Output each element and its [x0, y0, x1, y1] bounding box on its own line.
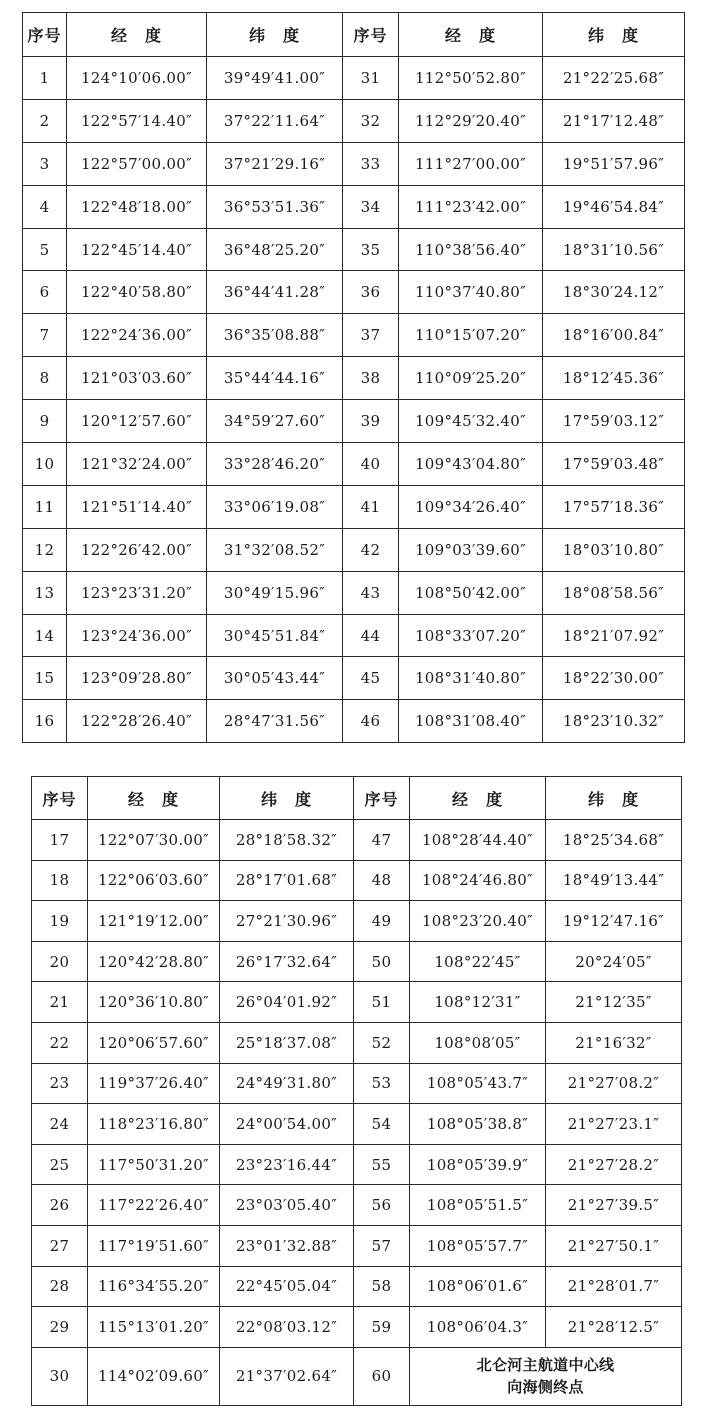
latitude-cell: 19°12′47.16″ [546, 901, 682, 942]
point-index: 6 [23, 271, 67, 314]
table-row [32, 941, 682, 982]
header-index: 序号 [354, 777, 410, 820]
latitude-cell: 18°03′10.80″ [543, 528, 685, 571]
table-row [32, 820, 682, 861]
table-header-row [32, 777, 682, 820]
latitude-cell: 36°53′51.36″ [207, 185, 343, 228]
point-index: 31 [343, 57, 399, 100]
point-index: 9 [23, 400, 67, 443]
point-index: 4 [23, 185, 67, 228]
point-index: 14 [23, 614, 67, 657]
longitude-cell: 117°22′26.40″ [88, 1185, 220, 1226]
point-index: 52 [354, 1022, 410, 1063]
point-index: 39 [343, 400, 399, 443]
latitude-cell: 21°27′39.5″ [546, 1185, 682, 1226]
latitude-cell: 36°35′08.88″ [207, 314, 343, 357]
point-index: 28 [32, 1266, 88, 1307]
longitude-cell: 122°26′42.00″ [67, 528, 207, 571]
point-index: 41 [343, 485, 399, 528]
longitude-cell: 108°24′46.80″ [410, 860, 546, 901]
table-row [32, 901, 682, 942]
point-index: 36 [343, 271, 399, 314]
longitude-cell: 111°27′00.00″ [399, 142, 543, 185]
point-index: 8 [23, 357, 67, 400]
longitude-cell: 110°09′25.20″ [399, 357, 543, 400]
point-index: 46 [343, 700, 399, 743]
longitude-cell: 115°13′01.20″ [88, 1307, 220, 1348]
point-index: 25 [32, 1144, 88, 1185]
point-index: 12 [23, 528, 67, 571]
header-latitude: 纬 度 [220, 777, 354, 820]
longitude-cell: 109°34′26.40″ [399, 485, 543, 528]
header-latitude: 纬 度 [543, 13, 685, 57]
point-index: 59 [354, 1307, 410, 1348]
longitude-cell: 120°12′57.60″ [67, 400, 207, 443]
longitude-cell: 108°28′44.40″ [410, 820, 546, 861]
point-index: 10 [23, 443, 67, 486]
longitude-cell: 117°50′31.20″ [88, 1144, 220, 1185]
longitude-cell: 109°03′39.60″ [399, 528, 543, 571]
longitude-cell: 122°40′58.80″ [67, 271, 207, 314]
latitude-cell: 21°22′25.68″ [543, 57, 685, 100]
header-longitude: 经 度 [67, 13, 207, 57]
longitude-cell: 110°38′56.40″ [399, 228, 543, 271]
latitude-cell: 24°49′31.80″ [220, 1063, 354, 1104]
point-index: 57 [354, 1225, 410, 1266]
endpoint-note-line2: 向海侧终点 [507, 1378, 584, 1397]
table-row [23, 485, 685, 528]
latitude-cell: 21°28′01.7″ [546, 1266, 682, 1307]
latitude-cell: 26°17′32.64″ [220, 941, 354, 982]
latitude-cell: 18°08′58.56″ [543, 571, 685, 614]
coordinates-table-1 [22, 12, 685, 743]
table-row [32, 1022, 682, 1063]
point-index: 54 [354, 1104, 410, 1145]
longitude-cell: 109°43′04.80″ [399, 443, 543, 486]
table-row [23, 271, 685, 314]
latitude-cell: 35°44′44.16″ [207, 357, 343, 400]
point-index: 27 [32, 1225, 88, 1266]
header-latitude: 纬 度 [207, 13, 343, 57]
point-index: 58 [354, 1266, 410, 1307]
point-index: 42 [343, 528, 399, 571]
point-index: 35 [343, 228, 399, 271]
point-index: 5 [23, 228, 67, 271]
longitude-cell: 108°05′51.5″ [410, 1185, 546, 1226]
latitude-cell: 30°45′51.84″ [207, 614, 343, 657]
longitude-cell: 123°23′31.20″ [67, 571, 207, 614]
longitude-cell: 109°45′32.40″ [399, 400, 543, 443]
header-index: 序号 [32, 777, 88, 820]
latitude-cell: 19°51′57.96″ [543, 142, 685, 185]
table-row [32, 1307, 682, 1348]
latitude-cell: 18°49′13.44″ [546, 860, 682, 901]
latitude-cell: 21°12′35″ [546, 982, 682, 1023]
header-index: 序号 [343, 13, 399, 57]
table-row [23, 185, 685, 228]
point-index: 51 [354, 982, 410, 1023]
point-index: 60 [354, 1347, 410, 1405]
table-row [32, 982, 682, 1023]
longitude-cell: 121°03′03.60″ [67, 357, 207, 400]
latitude-cell: 39°49′41.00″ [207, 57, 343, 100]
latitude-cell: 28°18′58.32″ [220, 820, 354, 861]
longitude-cell: 120°36′10.80″ [88, 982, 220, 1023]
table-row [32, 860, 682, 901]
longitude-cell: 119°37′26.40″ [88, 1063, 220, 1104]
latitude-cell: 31°32′08.52″ [207, 528, 343, 571]
point-index: 43 [343, 571, 399, 614]
point-index: 32 [343, 99, 399, 142]
point-index: 3 [23, 142, 67, 185]
latitude-cell: 28°47′31.56″ [207, 700, 343, 743]
longitude-cell: 121°19′12.00″ [88, 901, 220, 942]
latitude-cell: 25°18′37.08″ [220, 1022, 354, 1063]
table-row [32, 1266, 682, 1307]
table-row [23, 614, 685, 657]
latitude-cell: 18°30′24.12″ [543, 271, 685, 314]
table-row [32, 1104, 682, 1145]
latitude-cell: 23°01′32.88″ [220, 1225, 354, 1266]
latitude-cell: 18°21′07.92″ [543, 614, 685, 657]
longitude-cell: 123°09′28.80″ [67, 657, 207, 700]
point-index: 20 [32, 941, 88, 982]
endpoint-note [410, 1347, 682, 1405]
longitude-cell: 108°05′39.9″ [410, 1144, 546, 1185]
point-index: 47 [354, 820, 410, 861]
table-row [32, 1063, 682, 1104]
latitude-cell: 18°22′30.00″ [543, 657, 685, 700]
table-row [23, 443, 685, 486]
longitude-cell: 108°08′05″ [410, 1022, 546, 1063]
latitude-cell: 21°27′23.1″ [546, 1104, 682, 1145]
latitude-cell: 20°24′05″ [546, 941, 682, 982]
latitude-cell: 18°23′10.32″ [543, 700, 685, 743]
header-longitude: 经 度 [410, 777, 546, 820]
endpoint-note-line1: 北仑河主航道中心线 [476, 1356, 615, 1375]
table-row [23, 357, 685, 400]
longitude-cell: 120°06′57.60″ [88, 1022, 220, 1063]
point-index: 7 [23, 314, 67, 357]
longitude-cell: 108°05′57.7″ [410, 1225, 546, 1266]
longitude-cell: 122°48′18.00″ [67, 185, 207, 228]
header-longitude: 经 度 [399, 13, 543, 57]
point-index: 18 [32, 860, 88, 901]
table-row [23, 142, 685, 185]
latitude-cell: 21°27′50.1″ [546, 1225, 682, 1266]
longitude-cell: 122°45′14.40″ [67, 228, 207, 271]
longitude-cell: 122°07′30.00″ [88, 820, 220, 861]
longitude-cell: 118°23′16.80″ [88, 1104, 220, 1145]
table-body [23, 57, 685, 743]
point-index: 19 [32, 901, 88, 942]
point-index: 16 [23, 700, 67, 743]
longitude-cell: 111°23′42.00″ [399, 185, 543, 228]
longitude-cell: 108°31′08.40″ [399, 700, 543, 743]
table-row [23, 700, 685, 743]
longitude-cell: 124°10′06.00″ [67, 57, 207, 100]
longitude-cell: 122°28′26.40″ [67, 700, 207, 743]
longitude-cell: 108°05′43.7″ [410, 1063, 546, 1104]
latitude-cell: 30°49′15.96″ [207, 571, 343, 614]
point-index: 37 [343, 314, 399, 357]
latitude-cell: 26°04′01.92″ [220, 982, 354, 1023]
longitude-cell: 108°50′42.00″ [399, 571, 543, 614]
latitude-cell: 18°12′45.36″ [543, 357, 685, 400]
latitude-cell: 17°57′18.36″ [543, 485, 685, 528]
point-index: 30 [32, 1347, 88, 1405]
latitude-cell: 22°45′05.04″ [220, 1266, 354, 1307]
point-index: 11 [23, 485, 67, 528]
point-index: 40 [343, 443, 399, 486]
longitude-cell: 108°12′31″ [410, 982, 546, 1023]
latitude-cell: 17°59′03.12″ [543, 400, 685, 443]
latitude-cell: 21°17′12.48″ [543, 99, 685, 142]
longitude-cell: 110°37′40.80″ [399, 271, 543, 314]
longitude-cell: 116°34′55.20″ [88, 1266, 220, 1307]
point-index: 15 [23, 657, 67, 700]
latitude-cell: 17°59′03.48″ [543, 443, 685, 486]
latitude-cell: 18°16′00.84″ [543, 314, 685, 357]
latitude-cell: 34°59′27.60″ [207, 400, 343, 443]
latitude-cell: 21°27′08.2″ [546, 1063, 682, 1104]
longitude-cell: 108°22′45″ [410, 941, 546, 982]
latitude-cell: 21°37′02.64″ [220, 1347, 354, 1405]
point-index: 24 [32, 1104, 88, 1145]
longitude-cell: 110°15′07.20″ [399, 314, 543, 357]
latitude-cell: 18°31′10.56″ [543, 228, 685, 271]
header-latitude: 纬 度 [546, 777, 682, 820]
point-index: 48 [354, 860, 410, 901]
latitude-cell: 30°05′43.44″ [207, 657, 343, 700]
table-row [23, 657, 685, 700]
table-row [23, 57, 685, 100]
point-index: 17 [32, 820, 88, 861]
table-row [23, 228, 685, 271]
table-row [23, 400, 685, 443]
table-row [32, 1225, 682, 1266]
point-index: 1 [23, 57, 67, 100]
point-index: 21 [32, 982, 88, 1023]
latitude-cell: 21°27′28.2″ [546, 1144, 682, 1185]
longitude-cell: 121°51′14.40″ [67, 485, 207, 528]
latitude-cell: 33°28′46.20″ [207, 443, 343, 486]
table-row [32, 1144, 682, 1185]
point-index: 45 [343, 657, 399, 700]
table-row [23, 571, 685, 614]
latitude-cell: 21°28′12.5″ [546, 1307, 682, 1348]
longitude-cell: 123°24′36.00″ [67, 614, 207, 657]
point-index: 29 [32, 1307, 88, 1348]
longitude-cell: 122°57′00.00″ [67, 142, 207, 185]
longitude-cell: 108°23′20.40″ [410, 901, 546, 942]
latitude-cell: 36°48′25.20″ [207, 228, 343, 271]
point-index: 53 [354, 1063, 410, 1104]
point-index: 50 [354, 941, 410, 982]
point-index: 56 [354, 1185, 410, 1226]
table-body [32, 820, 682, 1348]
point-index: 23 [32, 1063, 88, 1104]
latitude-cell: 23°03′05.40″ [220, 1185, 354, 1226]
table-header-row [23, 13, 685, 57]
point-index: 22 [32, 1022, 88, 1063]
longitude-cell: 108°06′04.3″ [410, 1307, 546, 1348]
longitude-cell: 108°33′07.20″ [399, 614, 543, 657]
table-row-final [32, 1347, 682, 1405]
point-index: 26 [32, 1185, 88, 1226]
point-index: 34 [343, 185, 399, 228]
longitude-cell: 122°24′36.00″ [67, 314, 207, 357]
latitude-cell: 27°21′30.96″ [220, 901, 354, 942]
latitude-cell: 37°21′29.16″ [207, 142, 343, 185]
latitude-cell: 28°17′01.68″ [220, 860, 354, 901]
longitude-cell: 117°19′51.60″ [88, 1225, 220, 1266]
table-row [23, 528, 685, 571]
coordinates-table-2 [31, 776, 682, 1406]
point-index: 33 [343, 142, 399, 185]
table-row [23, 99, 685, 142]
header-index: 序号 [23, 13, 67, 57]
longitude-cell: 122°06′03.60″ [88, 860, 220, 901]
longitude-cell: 114°02′09.60″ [88, 1347, 220, 1405]
latitude-cell: 36°44′41.28″ [207, 271, 343, 314]
longitude-cell: 112°50′52.80″ [399, 57, 543, 100]
point-index: 49 [354, 901, 410, 942]
latitude-cell: 33°06′19.08″ [207, 485, 343, 528]
latitude-cell: 19°46′54.84″ [543, 185, 685, 228]
table-row [32, 1185, 682, 1226]
latitude-cell: 24°00′54.00″ [220, 1104, 354, 1145]
point-index: 55 [354, 1144, 410, 1185]
latitude-cell: 37°22′11.64″ [207, 99, 343, 142]
longitude-cell: 108°06′01.6″ [410, 1266, 546, 1307]
header-longitude: 经 度 [88, 777, 220, 820]
latitude-cell: 18°25′34.68″ [546, 820, 682, 861]
point-index: 38 [343, 357, 399, 400]
longitude-cell: 121°32′24.00″ [67, 443, 207, 486]
table-row [23, 314, 685, 357]
latitude-cell: 22°08′03.12″ [220, 1307, 354, 1348]
longitude-cell: 122°57′14.40″ [67, 99, 207, 142]
point-index: 44 [343, 614, 399, 657]
longitude-cell: 112°29′20.40″ [399, 99, 543, 142]
latitude-cell: 21°16′32″ [546, 1022, 682, 1063]
latitude-cell: 23°23′16.44″ [220, 1144, 354, 1185]
point-index: 13 [23, 571, 67, 614]
point-index: 2 [23, 99, 67, 142]
longitude-cell: 120°42′28.80″ [88, 941, 220, 982]
longitude-cell: 108°05′38.8″ [410, 1104, 546, 1145]
longitude-cell: 108°31′40.80″ [399, 657, 543, 700]
